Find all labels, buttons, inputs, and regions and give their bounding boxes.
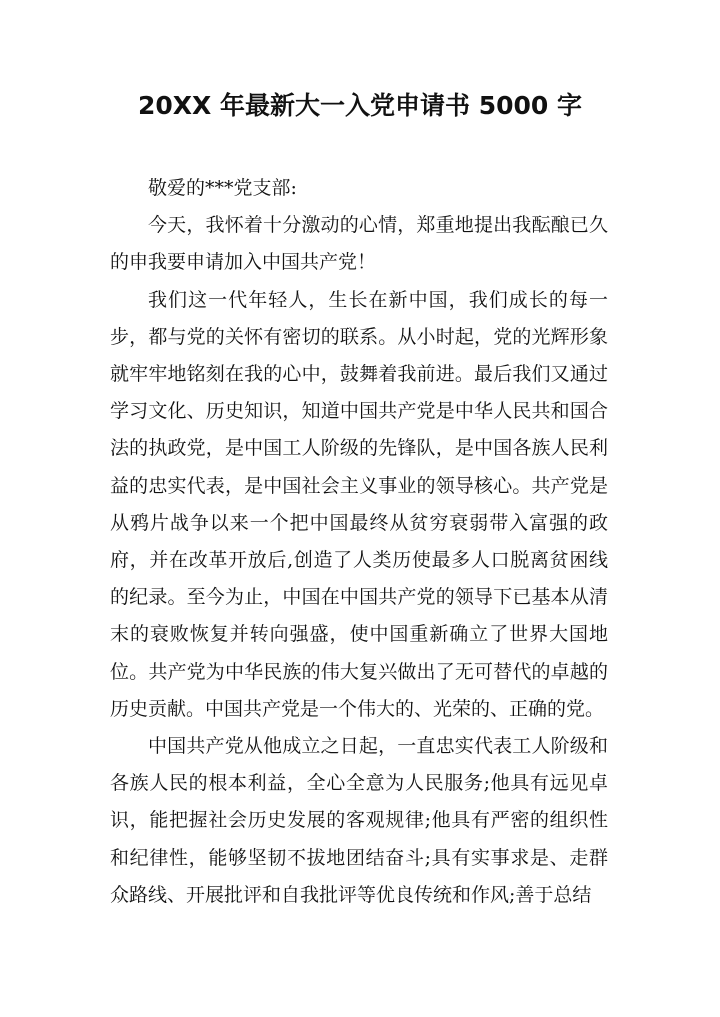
paragraph-1: 今天，我怀着十分激动的心情，郑重地提出我酝酿已久的申我要申请加入中国共产党！ <box>110 214 608 274</box>
document-title: 20XX 年最新大一入党申请书 5000 字 <box>137 91 583 120</box>
salutation: 敬爱的***党支部: <box>148 177 297 199</box>
paragraph-2: 我们这一代年轻人，生长在新中国，我们成长的每一步，都与党的关怀有密切的联系。从小时起，党的光辉形象就牢牢地铭刻在我的心中，鼓舞着我前进。最后我们又通过学习文化、历史知识，知道中国共产党是中华人民共和国合法的执政党，是中国工人阶级的先锋队，是中国各族人民利益的忠实代表，是中国社会主义事业的领导核心。共产党是从鸦片战争以来一个把中国最终从贫穷衰弱带入富强的政府，并在改革开放后,创造了人类历使最多人口脱离贫困线的纪录。至今为止，中国在中国共产党的领导下已基本从清末的衰败恢复并转向强盛，使中国重新确立了世界大国地位。共产党为中华民族的伟大复兴做出了无可替代的卓越的历史贡献。中国共产党是一个伟大的、光荣的、正确的党。 <box>110 288 608 720</box>
paragraph-3: 中国共产党从他成立之日起，一直忠实代表工人阶级和各族人民的根本利益，全心全意为人民服务;他具有远见卓识，能把握社会历史发展的客观规律;他具有严密的组织性和纪律性，能够坚韧不拔地团结奋斗;具有实事求是、走群众路线、开展批评和自我批评等优良传统和作风;善于总结 <box>110 735 608 906</box>
document-body <box>110 170 608 914</box>
